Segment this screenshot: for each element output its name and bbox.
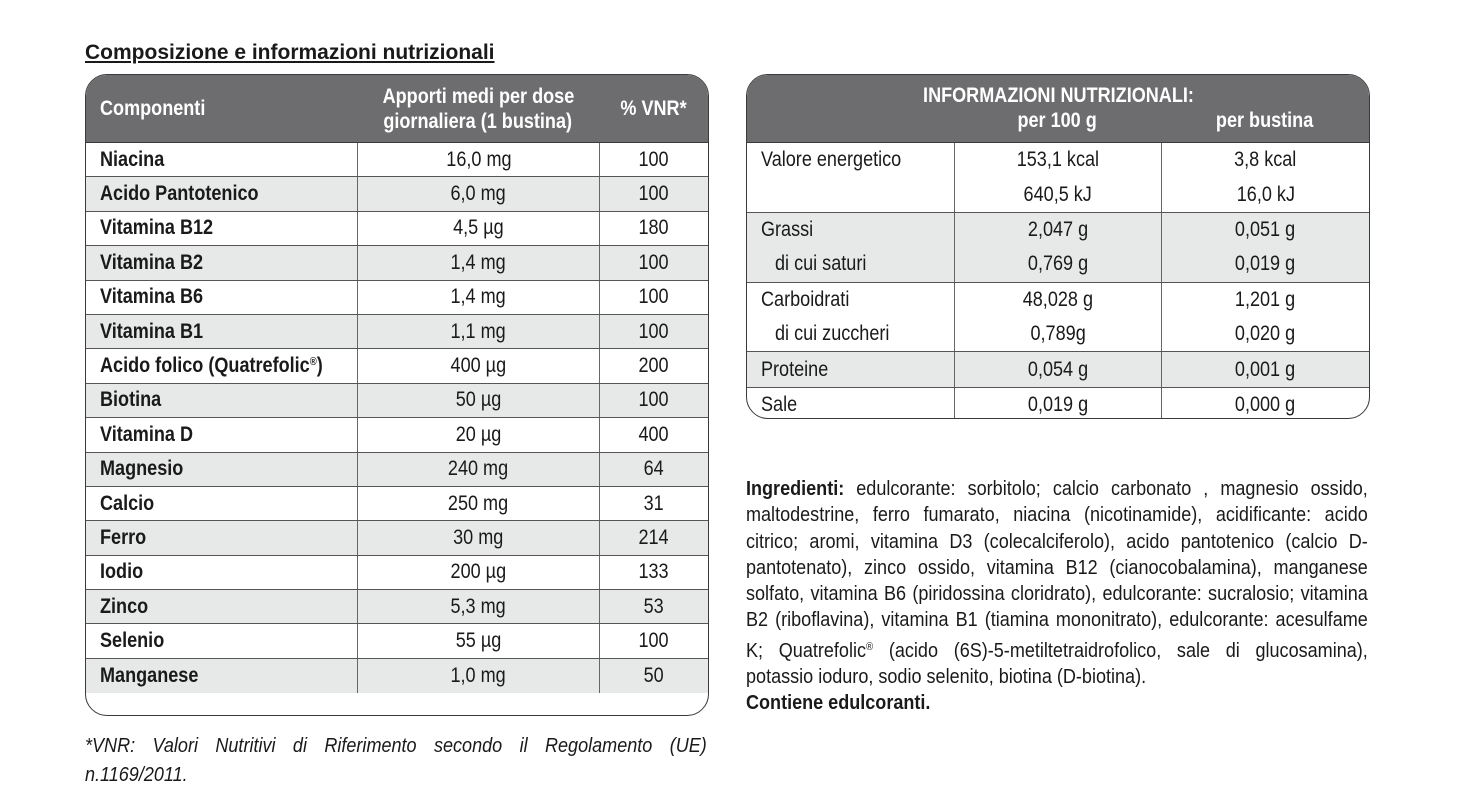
contains-sweeteners-note: Contiene edulcoranti. [746,691,931,715]
component-vnr: 100 [599,143,708,176]
component-vnr: 133 [599,556,708,589]
component-amount: 16,0 mg [357,143,599,176]
value-per-100g: 0,054 g [1027,357,1089,381]
component-vnr: 100 [599,177,708,210]
component-name: Manganese [100,664,199,688]
component-amount: 250 mg [357,487,599,520]
table-row [86,212,708,246]
component-name: Zinco [100,594,149,618]
table-row [86,281,708,315]
header-per-100g: per 100 g [1017,108,1098,132]
ingredients-paragraph: Ingredienti: edulcorante: sorbitolo; calcio carbonato , magnesio ossido, maltodestrine, ferro fumarato, niacina (nicotinamide), acidificante: acido citrico; aromi, vitamina D3 (colecalciferolo), acido pantotenico (calcio D-pantotenato), zinco ossido, vitamina B12 (cianocobalamina), manganese solfato, vitamina B6 (piridossina cloridrato), edulcorante: sucralosio; vitamina B2 (riboflavina), vitamina B1 (tiamina mononitrato), edulcorante: acesulfame K; Quatrefolic® (acido (6S)-5-metiltetraidrofolico, sale di glucosamina), potassio ioduro, sodio selenito, biotina (D-biotina). Contiene edulcoranti. [746,477,1368,715]
component-amount: 1,4 mg [357,281,599,314]
component-name: Selenio [100,629,165,653]
nutrient-label: di cui saturi [775,252,867,276]
value-per-sachet: 0,000 g [1235,392,1296,416]
table-row [86,143,708,177]
component-name: Iodio [100,560,144,584]
component-amount: 30 mg [357,521,599,554]
component-vnr: 53 [599,590,708,623]
nutrition-row-group [747,352,1369,387]
value-per-sachet: 0,001 g [1235,357,1296,381]
table-row [86,349,708,383]
value-per-sachet: 0,020 g [1235,322,1296,346]
component-vnr: 100 [599,624,708,657]
value-per-100g: 153,1 kcal [1016,148,1100,172]
component-name: Vitamina B12 [100,216,214,240]
value-per-100g: 2,047 g [1027,217,1089,241]
value-per-sachet: 3,8 kcal [1234,148,1297,172]
component-vnr: 214 [599,521,708,554]
nutrition-row-group [747,143,1369,213]
table-row [86,624,708,658]
nutrient-label: Proteine [761,357,829,381]
nutrition-table-body [747,143,1369,419]
value-per-100g: 0,769 g [1027,252,1089,276]
header-vnr: % VNR* [620,97,687,120]
nutrition-row-group [747,213,1369,283]
component-vnr: 100 [599,246,708,279]
component-amount: 5,3 mg [357,590,599,623]
ingredients-label: Ingredienti: [746,477,845,500]
component-amount: 200 µg [357,556,599,589]
nutrition-table-title: INFORMAZIONI NUTRIZIONALI: [922,83,1194,107]
table-row [86,556,708,590]
ingredients-text-2: (acido (6S)-5-metiltetraidrofolico, sale di glucosamina), potassio ioduro, sodio selenito, biotina (D-biotina). [746,638,1368,689]
component-amount: 240 mg [357,453,599,486]
component-name: Vitamina B2 [100,250,204,274]
component-name: Vitamina B1 [100,319,204,343]
table-row [86,521,708,555]
value-per-100g: 0,019 g [1027,392,1089,416]
nutrient-label: Sale [761,392,798,416]
nutrient-label: Grassi [761,217,814,241]
table-row [86,453,708,487]
component-vnr: 100 [599,384,708,417]
header-per-sachet: per bustina [1216,108,1314,132]
table-row [86,487,708,521]
component-amount: 50 µg [357,384,599,417]
value-per-100g: 640,5 kJ [1023,182,1093,206]
table-row [86,590,708,624]
table-row [86,418,708,452]
table-row [86,315,708,349]
value-per-sachet: 16,0 kJ [1236,182,1295,206]
component-name: Vitamina B6 [100,285,204,309]
component-amount: 1,1 mg [357,315,599,348]
nutrition-table [746,74,1370,419]
component-vnr: 100 [599,281,708,314]
composition-table-body [86,143,708,693]
vnr-footnote: *VNR: Valori Nutritivi di Riferimento secondo il Regolamento (UE) n.1169/2011. [85,734,707,786]
component-vnr: 100 [599,315,708,348]
value-per-100g: 48,028 g [1022,287,1094,311]
component-amount: 55 µg [357,624,599,657]
table-row [86,246,708,280]
component-vnr: 400 [599,418,708,451]
component-name: Biotina [100,388,162,412]
header-component: Componenti [100,97,206,120]
component-vnr: 200 [599,349,708,382]
component-name: Niacina [100,147,165,171]
composition-table-header [86,75,708,143]
component-name: Calcio [100,491,155,515]
nutrient-label: Carboidrati [761,287,850,311]
component-name: Acido Pantotenico [100,182,259,206]
nutrient-label: Valore energetico [761,148,902,172]
component-amount: 6,0 mg [357,177,599,210]
table-row [86,384,708,418]
value-per-sachet: 0,019 g [1235,252,1296,276]
component-vnr: 180 [599,212,708,245]
nutrition-row-group [747,283,1369,353]
value-per-sachet: 1,201 g [1235,287,1296,311]
component-vnr: 31 [599,487,708,520]
ingredients-text: edulcorante: sorbitolo; calcio carbonato , magnesio ossido, maltodestrine, ferro fumarato, niacina (nicotinamide), acidificante: acido citrico; aromi, vitamina D3 (colecalciferolo), acido pantotenico (calcio D-pantotenato), zinco ossido, vitamina B12 (cianocobalamina), manganese solfato, vitamina B6 (piridossina cloridrato), edulcorante: sucralosio; vitamina B2 (riboflavina), vitamina B1 (tiamina mononitrato), edulcorante: acesulfame K; Quatrefolic [746,477,1368,662]
nutrient-label: di cui zuccheri [775,322,890,346]
table-row [86,659,708,693]
header-amount: Apporti medi per dose giornaliera (1 bustina) [382,84,574,133]
section-title: Composizione e informazioni nutrizionali [85,41,495,64]
component-amount: 400 µg [357,349,599,382]
component-name: Ferro [100,525,147,549]
value-per-100g: 0,789g [1030,322,1086,346]
component-amount: 1,4 mg [357,246,599,279]
component-vnr: 64 [599,453,708,486]
nutrition-table-header [747,75,1369,143]
composition-table [85,74,709,716]
table-row [86,177,708,211]
component-name: Acido folico (Quatrefolic®) [100,354,323,378]
component-amount: 20 µg [357,418,599,451]
component-amount: 4,5 µg [357,212,599,245]
nutrition-row-group [747,388,1369,419]
nutrient-label [761,177,954,211]
component-name: Magnesio [100,457,184,481]
component-amount: 1,0 mg [357,659,599,693]
component-vnr: 50 [599,659,708,693]
value-per-sachet: 0,051 g [1235,217,1296,241]
component-name: Vitamina D [100,422,194,446]
